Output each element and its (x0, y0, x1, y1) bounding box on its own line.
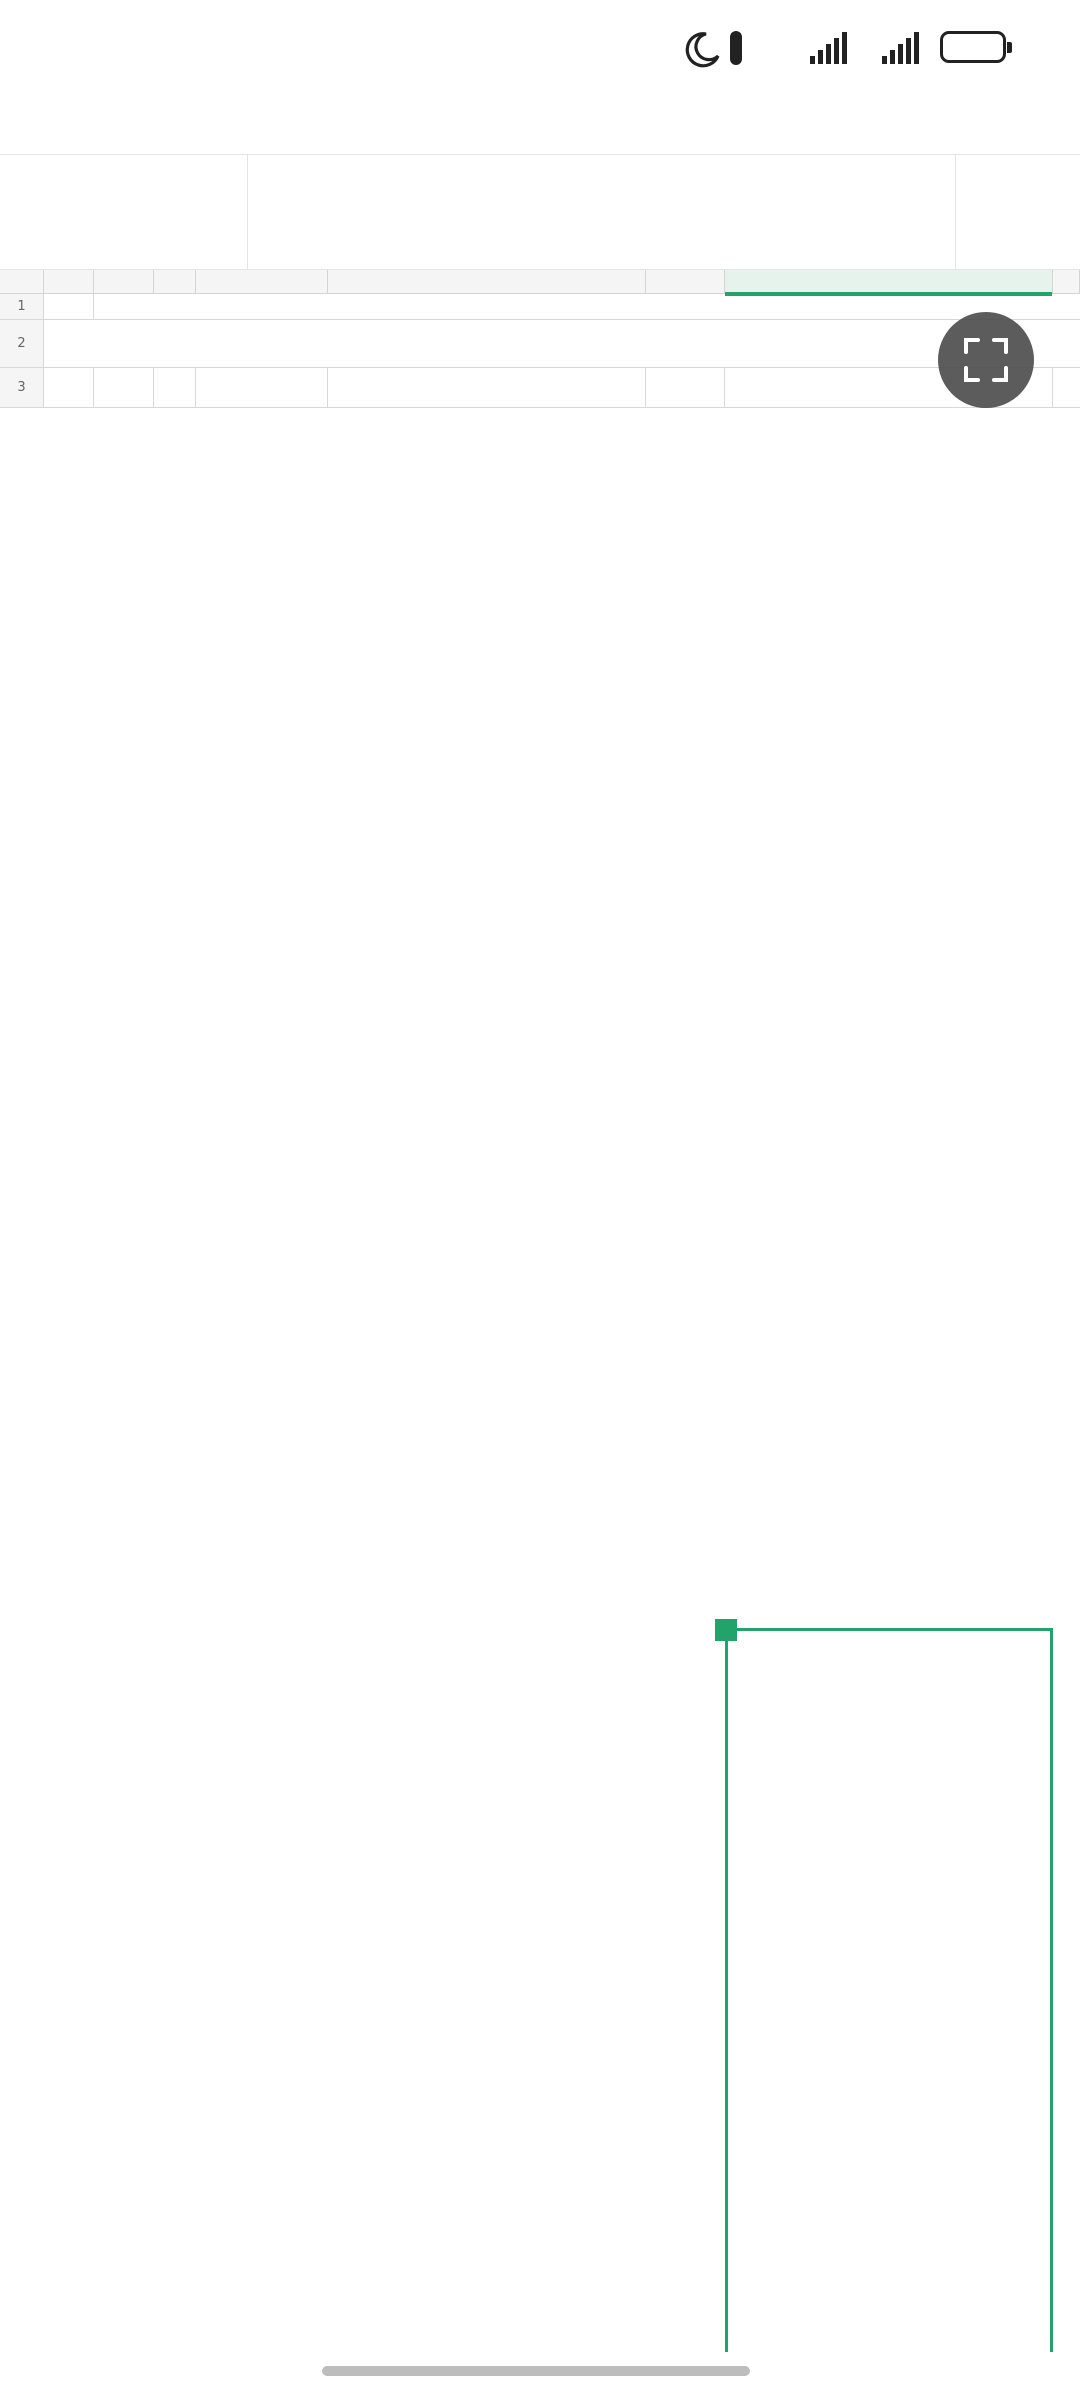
row-number: 2 (0, 320, 44, 367)
column-header-e[interactable] (328, 270, 646, 294)
column-header-f[interactable] (646, 270, 725, 294)
column-header-g[interactable] (725, 270, 1053, 294)
blank-cell[interactable] (1053, 368, 1080, 407)
status-bar (0, 0, 1080, 96)
row-number: 3 (0, 368, 44, 407)
more-options-button[interactable] (955, 155, 1080, 269)
column-header-a[interactable] (44, 270, 94, 294)
header-gender[interactable] (154, 368, 196, 407)
column-header-d[interactable] (196, 270, 328, 294)
column-header-c[interactable] (154, 270, 196, 294)
column-header-h[interactable] (1053, 270, 1080, 294)
sheet-tab[interactable] (0, 155, 248, 269)
header-row (0, 368, 1080, 408)
header-exam-no[interactable] (196, 368, 328, 407)
corner-cell[interactable] (0, 270, 44, 294)
sheet-title[interactable] (44, 320, 1080, 367)
hd-badge-icon (730, 31, 742, 65)
blank-cell[interactable] (94, 294, 1080, 319)
row-number: 1 (0, 294, 44, 319)
header-position[interactable] (646, 368, 725, 407)
fullscreen-button[interactable] (938, 312, 1034, 408)
column-header-row (0, 270, 1080, 294)
attachment-label[interactable] (44, 294, 94, 319)
home-indicator[interactable] (322, 2366, 750, 2376)
attachment-row (0, 294, 1080, 320)
column-header-b[interactable] (94, 270, 154, 294)
selection-fill-handle[interactable] (715, 1619, 737, 1641)
signal-5g-icon (862, 28, 928, 68)
do-not-disturb-moon-icon (682, 30, 722, 70)
title-row (0, 320, 1080, 368)
spreadsheet-grid[interactable] (0, 270, 1080, 2352)
header-seq[interactable] (44, 368, 94, 407)
battery-icon (940, 31, 1006, 63)
header-name[interactable] (94, 368, 154, 407)
expand-icon (938, 312, 1034, 408)
selection-range (725, 1630, 1053, 2352)
sheet-tab-bar (0, 154, 1080, 270)
header-unit[interactable] (328, 368, 646, 407)
signal-5g-icon (790, 28, 856, 68)
